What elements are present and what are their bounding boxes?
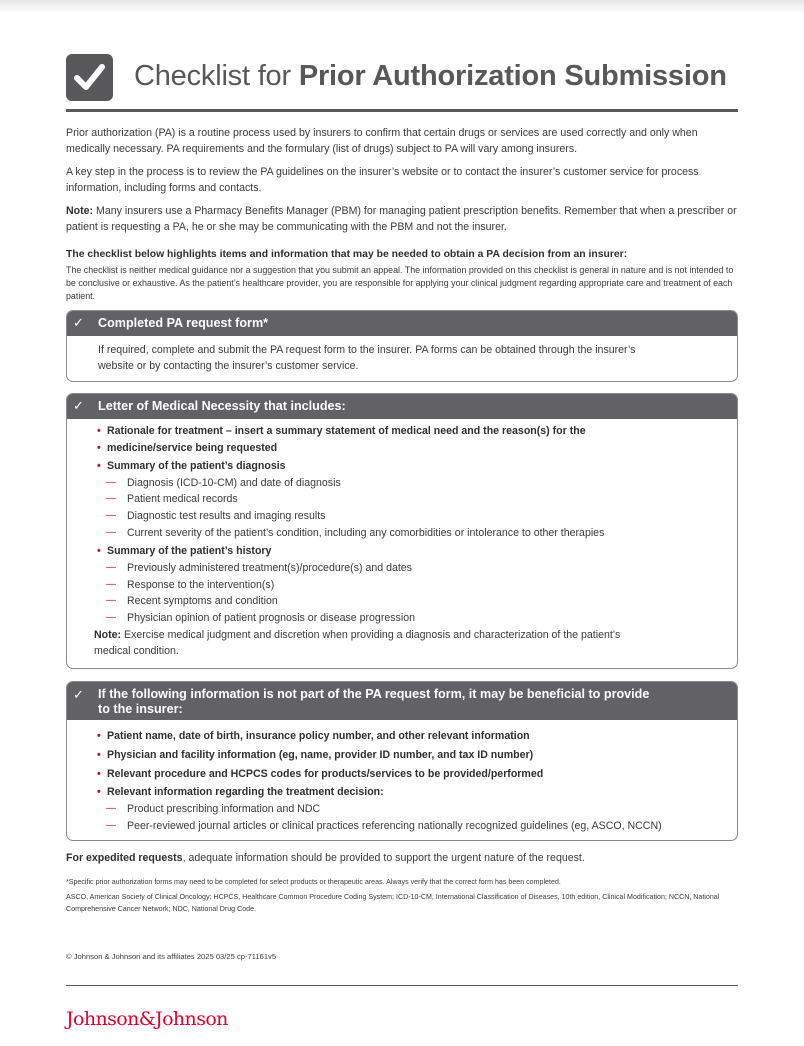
section-note-cont: medical condition. <box>94 645 179 657</box>
section-letter-of-medical-necessity <box>66 393 738 669</box>
section-header <box>67 311 737 336</box>
bullet-rationale: • Rationale for treatment – insert a summary statement of medical need and the reason(s) for the <box>107 424 586 438</box>
list-item: — Previously administered treatment(s)/procedure(s) and dates <box>127 561 412 575</box>
bullet-physician-info: • Physician and facility information (eg, name, provider ID number, and tax ID number) <box>107 748 533 762</box>
bullet-patient-info: • Patient name, date of birth, insurance policy number, and other relevant information <box>107 729 530 743</box>
page-title: Checklist for Prior Authorization Submission <box>134 60 727 92</box>
list-item: — Response to the intervention(s) <box>127 578 274 592</box>
section-header <box>67 682 737 720</box>
section-title-cont: to the insurer: <box>98 702 183 716</box>
section-pa-request-form <box>66 310 738 382</box>
bullet-rationale-cont: • medicine/service being requested <box>107 441 277 455</box>
brand-logo: Johnson&Johnson <box>66 1008 228 1030</box>
bullet-diagnosis: • Summary of the patient’s diagnosis <box>107 459 286 473</box>
checkmark-icon: ✓ <box>73 315 84 330</box>
footer-divider <box>66 985 738 986</box>
list-item: — Current severity of the patient’s condition, including any comorbidities or intolerance to other therapies <box>127 526 604 540</box>
expedited-requests-note: For expedited requests, adequate information should be provided to support the urgent nature of the request. <box>66 852 585 864</box>
section-note: Note: Exercise medical judgment and discretion when providing a diagnosis and characterization of the patient’s <box>94 629 621 641</box>
intro-text <box>66 125 738 242</box>
page-header <box>66 54 738 102</box>
section-header <box>67 394 737 419</box>
header-divider <box>66 109 738 112</box>
intro-paragraph-1: Prior authorization (PA) is a routine process used by insurers to confirm that certain drugs or services are used correctly and only when medically necessary. PA requirements and the formulary (list of drugs) subject to PA will vary among insurers. <box>66 127 698 155</box>
copyright-line: © Johnson & Johnson and its affiliates 2025 03/25 cp-71161v5 <box>66 952 277 961</box>
list-item: — Peer-reviewed journal articles or clinical practices referencing nationally recognized guidelines (eg, ASCO, NCCN) <box>127 819 662 833</box>
bullet-history: • Summary of the patient’s history <box>107 544 271 558</box>
section-title: If the following information is not part of the PA request form, it may be beneficial to provide <box>98 687 650 701</box>
bullet-procedure-codes: • Relevant procedure and HCPCS codes for products/services to be provided/performed <box>107 767 543 781</box>
checkmark-icon: ✓ <box>73 687 84 702</box>
list-item: — Physician opinion of patient prognosis or disease progression <box>127 611 415 625</box>
checkmark-box-icon <box>66 54 113 101</box>
intro-paragraph-2: A key step in the process is to review the PA guidelines on the insurer’s website or to contact the insurer’s customer service for process information, including forms and contacts. <box>66 166 699 194</box>
checklist-heading: The checklist below highlights items and information that may be needed to obtain a PA decision from an insurer: <box>66 249 628 260</box>
section-additional-information <box>66 681 738 841</box>
footnote-forms: *Specific prior authorization forms may need to be completed for select products or therapeutic areas. Always verify that the correct form has been completed. <box>66 878 561 886</box>
list-item: — Diagnosis (ICD-10-CM) and date of diagnosis <box>127 476 341 490</box>
list-item: — Diagnostic test results and imaging results <box>127 509 325 523</box>
section-body: If required, complete and submit the PA request form to the insurer. PA forms can be obtained through the insurer’s website or by contacting the insurer’s customer service. <box>98 344 636 372</box>
list-item: — Recent symptoms and condition <box>127 594 278 608</box>
checklist-disclaimer: The checklist is neither medical guidance nor a suggestion that you submit an appeal. The information provided on this checklist is general in nature and is not intended to be conclusive or exhaustive. As the patient’s healthcare provider, you are responsible for applying your clinical judgment regarding appropriate care and treatment of each patient. <box>66 265 734 301</box>
section-title: Completed PA request form* <box>98 316 269 330</box>
list-item: — Patient medical records <box>127 492 238 506</box>
footnote-abbreviations: ASCO, American Society of Clinical Oncology; HCPCS, Healthcare Common Procedure Coding System; ICD-10-CM, International Classification of Diseases, 10th edition, Clinical Modification; NCCN, National Comprehensive Cancer Network; NDC, National Drug Code. <box>66 893 720 913</box>
checkmark-icon: ✓ <box>73 398 84 413</box>
bullet-treatment-info: • Relevant information regarding the treatment decision: <box>107 785 384 799</box>
list-item: — Product prescribing information and NDC <box>127 802 320 816</box>
intro-note: Note: Many insurers use a Pharmacy Benefits Manager (PBM) for managing patient prescription benefits. Remember that when a prescriber or patient is requesting a PA, he or she may be communicating with the PBM and not the insurer. <box>66 205 737 233</box>
top-shadow <box>0 0 804 14</box>
section-title: Letter of Medical Necessity that includes: <box>98 399 346 413</box>
